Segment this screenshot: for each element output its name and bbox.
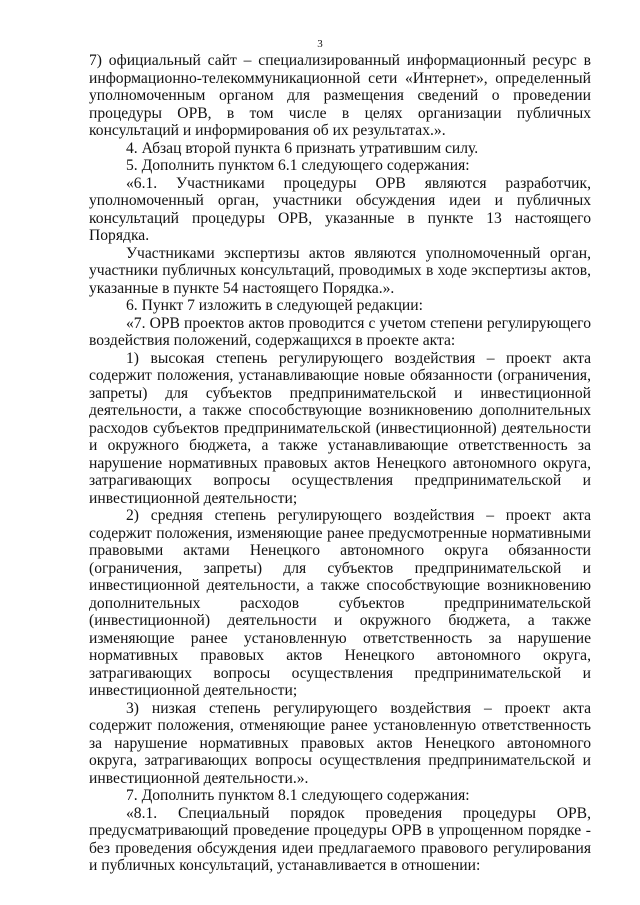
document-body (89, 52, 591, 875)
page-number: 3 (317, 38, 323, 50)
paragraph-item-4: 4. Абзац второй пункта 6 признать утратившим силу. (126, 139, 479, 157)
paragraph-8-1-special-order: «8.1. Специальный порядок проведения процедуры ОРВ, предусматривающий проведение процедуры ОРВ в упрощенном порядке - без проведения обсуждения идеи предлагаемого правового регулирования и публичных консультаций, устанавливается в отношении: (89, 804, 591, 874)
paragraph-high-degree: 1) высокая степень регулирующего воздействия – проект акта содержит положения, устанавливающие новые обязанности (ограничения, запреты) для субъектов предпринимательской и инвестиционной деятельности, а также способствующие возникновению дополнительных расходов субъектов предпринимательской (инвестиционной) деятельности и окружного бюджета, а также устанавливающие ответственность за нарушение нормативных правовых актов Ненецкого автономного округа, затрагивающих вопросы осуществления предпринимательской и инвестиционной деятельности; (89, 349, 591, 507)
paragraph-medium-degree: 2) средняя степень регулирующего воздействия – проект акта содержит положения, изменяющие ранее предусмотренные нормативными правовыми актами Ненецкого автономного округа обязанности (ограничения, запреты) для субъектов предпринимательской и инвестиционной деятельности, а также способствующие возникновению дополнительных расходов субъектов предпринимательской (инвестиционной) деятельности и окружного бюджета, а также изменяющие ранее установленную ответственность за нарушение нормативных правовых актов Ненецкого автономного округа, затрагивающих вопросы осуществления предпринимательской и инвестиционной деятельности; (89, 507, 591, 699)
paragraph-item-7: 7. Дополнить пунктом 8.1 следующего содержания: (126, 787, 470, 804)
paragraph-item-6: 6. Пункт 7 изложить в следующей редакции: (126, 297, 423, 314)
paragraph-official-site: 7) официальный сайт – специализированный информационный ресурс в информационно-телекоммуникационной сети «Интернет», определенный уполномоченным органом для размещения сведений о проведении процедуры ОРВ, в том числе в целях организации публичных консультаций и информирования об их результатах.». (89, 52, 591, 139)
paragraph-item-5: 5. Дополнить пунктом 6.1 следующего содержания: (126, 157, 470, 174)
paragraph-low-degree: 3) низкая степень регулирующего воздействия – проект акта содержит положения, отменяющие ранее установленную ответственность за нарушение нормативных правовых актов Ненецкого автономного округа, затрагивающих вопросы осуществления предпринимательской и инвестиционной деятельности.». (89, 699, 591, 787)
paragraph-6-1-participants: «6.1. Участниками процедуры ОРВ являются разработчик, уполномоченный орган, участники обсуждения идеи и публичных консультаций процедуры ОРВ, указанные в пункте 13 настоящего Порядка. (89, 174, 591, 244)
paragraph-expertise-participants: Участниками экспертизы актов являются уполномоченный орган, участники публичных консультаций, проводимых в ходе экспертизы актов, указанные в пункте 54 настоящего Порядка.». (89, 244, 591, 297)
paragraph-7-intro: «7. ОРВ проектов актов проводится с учетом степени регулирующего воздействия положений, содержащихся в проекте акта: (89, 314, 591, 349)
